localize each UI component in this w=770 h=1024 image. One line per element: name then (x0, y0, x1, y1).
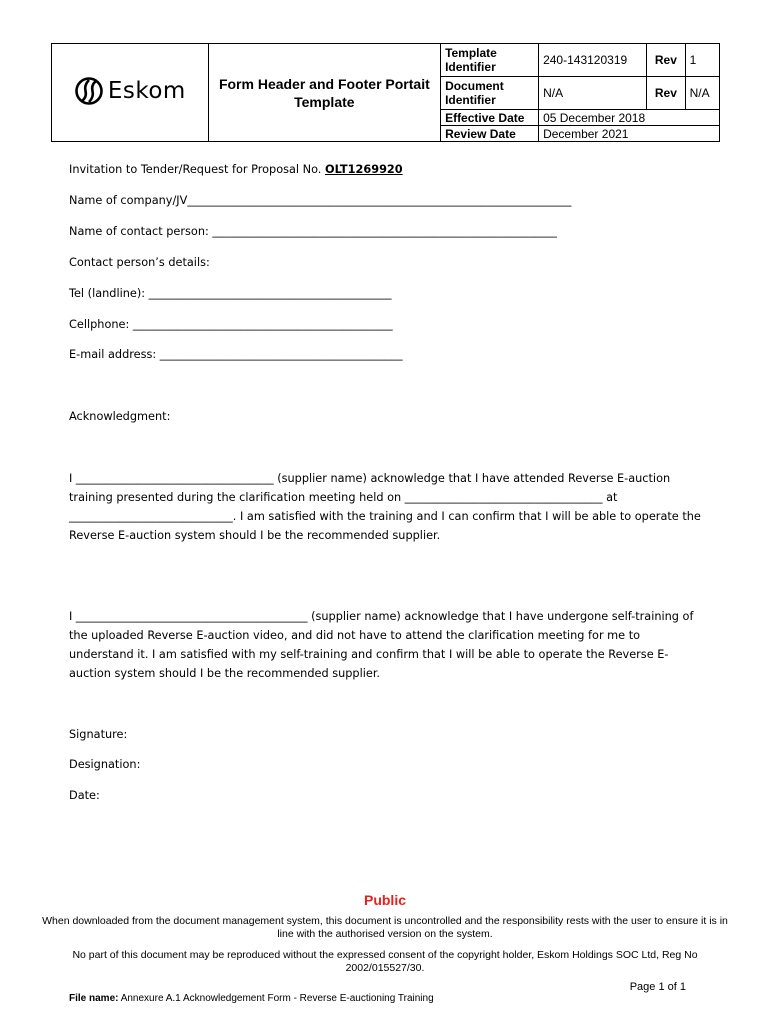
training-attended-paragraph: I ___________________________________ (supplier name) acknowledge that I have attended Reverse E-auction training presented during the clarification meeting held on ___________________________________ at _____________________________. I am satisfied with the training and I can confirm that I will be able to operate the Reverse E-auction system should I be the recommended supplier. (69, 472, 701, 542)
tender-reference: OLT1269920 (324, 163, 403, 176)
eskom-emblem-icon (74, 76, 104, 106)
uncontrolled-notice: When downloaded from the document management system, this document is uncontrolled and the responsibility rests with the user to ensure it is in line with the authorised version on the system. (42, 915, 728, 940)
acknowledgment-heading: Acknowledgment: (69, 410, 171, 423)
file-name-label: File name: (69, 993, 119, 1004)
review-date-value: December 2021 (539, 126, 720, 142)
copyright-notice: No part of this document may be reproduced without the expressed consent of the copyright holder, Eskom Holdings SOC Ltd, Reg No 2002/015527/30. (72, 949, 698, 974)
document-identifier-value: N/A (539, 77, 647, 110)
contact-details-label: Contact person’s details: (69, 256, 210, 269)
template-identifier-value: 240-143120319 (539, 44, 647, 77)
self-training-paragraph: I _________________________________________ (supplier name) acknowledge that I have undergone self-training of the uploaded Reverse E-auction video, and did not have to attend the clarification meeting for me to understand it. I am satisfied with my self-training and confirm that I will be able to operate the Reverse E-auction system should I be the recommended supplier. (69, 610, 694, 680)
file-name-value: Annexure A.1 Acknowledgement Form - Reverse E-auctioning Training (120, 993, 434, 1004)
form-title: Form Header and Footer Portait Template (208, 44, 440, 142)
contact-person-field: Name of contact person: _____________________________________________________________ (69, 225, 557, 238)
logo-cell (52, 44, 209, 142)
designation-label: Designation: (69, 758, 141, 771)
rev-value: N/A (685, 77, 719, 110)
email-field: E-mail address: ___________________________________________ (69, 348, 403, 361)
invitation-text: Invitation to Tender/Request for Proposal No. (69, 163, 325, 176)
effective-date-label: Effective Date (441, 110, 539, 126)
eskom-logo (74, 76, 186, 106)
cellphone-field: Cellphone: ______________________________________________ (69, 318, 393, 331)
rev-value: 1 (685, 44, 719, 77)
date-label: Date: (69, 789, 100, 802)
rev-label: Rev (647, 77, 685, 110)
rev-label: Rev (647, 44, 685, 77)
page-number: Page 1 of 1 (629, 981, 686, 993)
logo-text: Eskom (107, 78, 186, 104)
document-identifier-label: Document Identifier (441, 77, 539, 110)
company-field: Name of company/JV____________________________________________________________________ (69, 194, 572, 207)
review-date-label: Review Date (441, 126, 539, 142)
invitation-line (69, 163, 403, 177)
classification-label: Public (363, 892, 406, 908)
template-identifier-label: Template Identifier (441, 44, 539, 77)
file-name-line (69, 993, 434, 1004)
effective-date-value: 05 December 2018 (539, 110, 720, 126)
signature-label: Signature: (69, 728, 128, 741)
document-header-table (51, 43, 720, 142)
tel-field: Tel (landline): ___________________________________________ (69, 287, 392, 300)
